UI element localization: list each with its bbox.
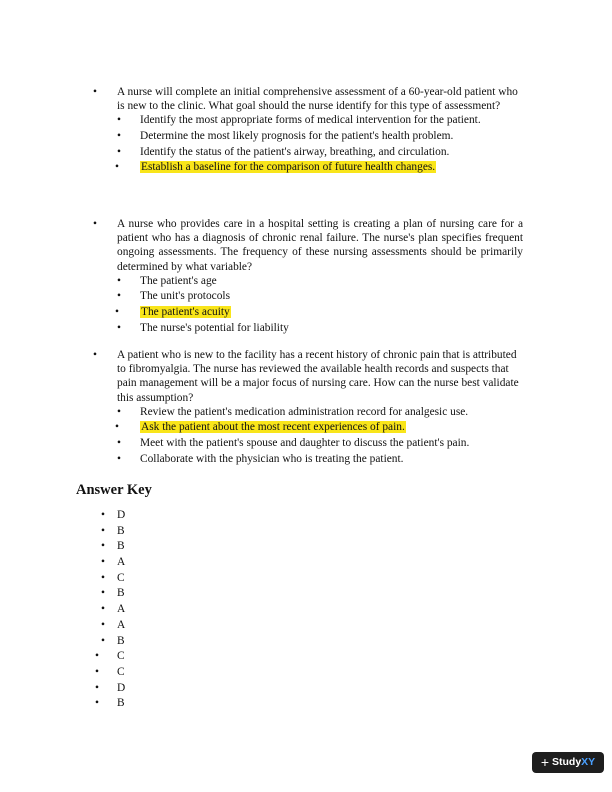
answer-item: • D [101,509,126,521]
option-text: Identify the status of the patient's airway, breathing, and circulation. [140,145,450,158]
answer-item: • B [101,634,125,647]
option-item: • Identify the status of the patient's airway, breathing, and circulation. [117,145,450,158]
answer-key-list [95,508,125,712]
option-text-highlighted: The patient's acuity [141,306,230,318]
answer-letter: A [117,556,126,569]
badge-suffix: XY [581,756,596,768]
studyxy-badge[interactable] [532,752,604,773]
answer-letter: B [117,697,125,710]
answer-item: • A [101,603,126,616]
answer-letter: C [117,571,125,584]
badge-prefix: Study [552,756,582,768]
question-text: A nurse will complete an initial comprehensive assessment of a 60-year-old patient who is new to the clinic. What goal should the nurse identify for this type of assessment? [117,86,518,113]
answer-item: • C [95,665,125,678]
option-text: Identify the most appropriate forms of medical intervention for the patient. [140,114,481,127]
answer-item: • C [95,650,125,663]
answer-letter: A [117,618,126,631]
answer-item: • C [101,571,125,584]
option-item-correct: • Establish a baseline for the comparison of future health changes. [115,161,436,174]
answer-letter: B [117,540,125,553]
answer-item: • B [101,540,125,553]
option-item: • The patient's age [117,274,217,287]
question-text: A nurse who provides care in a hospital setting is creating a plan of nursing care for a patient who has a diagnosis of chronic renal failure. The nurse's plan specifies frequent ongoing assessments. The frequency of these nursing assessments should be primarily determined by what variable? [117,218,523,273]
answer-letter: D [117,509,126,521]
answer-key-title: Answer Key [76,482,152,498]
options-list [95,274,523,336]
answer-letter: B [117,587,125,600]
answer-letter: C [117,665,125,678]
question-2 [95,217,523,336]
option-item: • Meet with the patient's spouse and daughter to discuss the patient's pain. [117,437,470,449]
answer-letter: B [117,634,125,647]
option-item-correct: • Ask the patient about the most recent experiences of pain. [115,421,405,434]
option-text: The unit's protocols [140,290,231,303]
option-text-highlighted: Establish a baseline for the comparison of future health changes. [141,161,436,174]
answer-letter: C [117,650,125,663]
options-list [95,113,523,175]
answer-letter: B [117,524,125,537]
answer-letter: D [117,681,126,694]
answer-item: • D [95,681,126,694]
option-item: • The unit's protocols [117,290,231,303]
plus-icon: + [540,754,549,770]
answer-item: • B [101,524,125,537]
option-text: Meet with the patient's spouse and daughter to discuss the patient's pain. [140,437,470,449]
badge-label [552,752,595,773]
option-item: • Determine the most likely prognosis for the patient's health problem. [117,130,454,142]
bullet: • [93,349,97,361]
question-1 [95,85,523,176]
option-text: Determine the most likely prognosis for the patient's health problem. [140,130,454,142]
option-item-correct: • The patient's acuity [115,306,230,318]
option-text-highlighted: Ask the patient about the most recent experiences of pain. [141,421,405,434]
answer-letter: A [117,603,126,616]
answer-item: • A [101,618,126,631]
option-text: The patient's age [140,274,217,287]
bullet: • [93,86,97,98]
option-text: Collaborate with the physician who is treating the patient. [140,452,404,465]
answer-item: • A [101,556,126,569]
answer-item: • B [101,587,125,600]
option-item: • The nurse's potential for liability [117,321,289,334]
option-text: The nurse's potential for liability [140,321,289,334]
options-list [95,405,523,467]
answer-item: • B [95,697,125,710]
option-item: • Identify the most appropriate forms of medical intervention for the patient. [117,114,481,127]
option-text: Review the patient's medication administration record for analgesic use. [140,405,469,418]
option-item: • Review the patient's medication administration record for analgesic use. [117,405,469,418]
bullet: • [93,218,97,230]
question-3 [95,348,523,467]
question-text: A patient who is new to the facility has a recent history of chronic pain that is attributed to fibromyalgia. The nurse has reviewed the available health records and suspects that pain management will be a major focus of nursing care. How can the nurse best validate this assumption? [117,349,519,404]
option-item: • Collaborate with the physician who is treating the patient. [117,452,404,465]
